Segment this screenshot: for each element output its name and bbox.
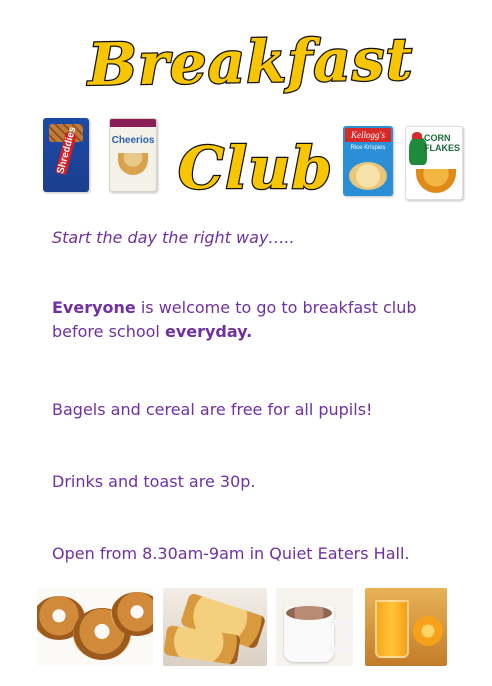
mug-handle [330,620,351,652]
hot-chocolate-photo [276,588,353,666]
corn-flakes-box-image [405,126,463,200]
free-food-paragraph: Bagels and cereal are free for all pupils! [52,400,373,419]
bagels-photo [37,588,153,666]
title-breakfast: Breakfast [87,25,414,99]
rooster-comb [412,132,422,139]
cereal-bowl [349,162,387,190]
corn-flakes-label: CORN FLAKES [424,133,460,153]
title-club: Club [178,134,333,202]
shreddies-label: Shreddies [55,125,79,176]
rice-krispies-box-image [343,126,393,196]
kelloggs-label: Kellogg's [345,128,391,142]
price-paragraph: Drinks and toast are 30p. [52,472,256,491]
box-band [110,119,156,127]
rice-krispies-label: Rice Krispies [350,145,386,151]
cheerios-box-image [109,118,157,192]
cheerios-label: Cheerios [111,135,155,146]
orange-slice [413,616,443,646]
welcome-paragraph [52,296,432,344]
everyone-emphasis: Everyone [52,298,136,317]
cereal-bowl [118,153,148,175]
orange-juice-photo [365,588,447,666]
tagline: Start the day the right way….. [52,228,295,247]
everyday-emphasis: everyday. [164,322,253,341]
shreddies-box-image [43,118,89,192]
hot-chocolate-surface [286,606,332,620]
toast-photo [163,588,267,666]
juice-glass [375,600,409,658]
welcome-text: is welcome to go to breakfast club before school [52,298,417,341]
opening-hours-paragraph: Open from 8.30am-9am in Quiet Eaters Hall. [52,544,410,563]
cereal-bowl [416,169,456,193]
